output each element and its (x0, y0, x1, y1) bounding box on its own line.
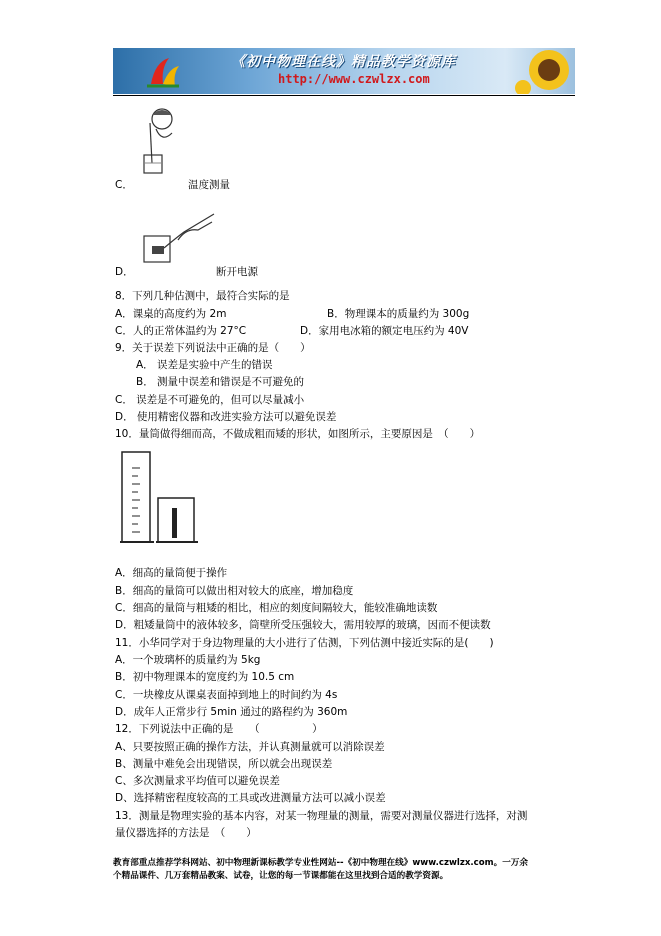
option-c-label: C． (115, 179, 133, 191)
question-11-option-a: A．一个玻璃杯的质量约为 5kg (115, 654, 261, 666)
question-8: 8．下列几种估测中，最符合实际的是 (115, 290, 290, 302)
question-11: 11．小华同学对于身边物理量的大小进行了估测，下列估测中接近实际的是( ) (115, 637, 494, 649)
question-10: 10．量筒做得细而高，不做成粗而矮的形状，如图所示，主要原因是 （ ） (115, 428, 481, 440)
question-9-option-b: B． 测量中误差和错误是不可避免的 (136, 376, 305, 388)
question-8-option-b: B．物理课本的质量约为 300g (327, 308, 470, 320)
question-12-option-c: C、多次测量求平均值可以避免误差 (115, 775, 280, 787)
disconnect-power-figure (142, 210, 218, 266)
question-10-option-b: B．细高的量筒可以做出相对较大的底座，增加稳度 (115, 585, 354, 597)
question-11-option-c: C．一块橡皮从课桌表面掉到地上的时间约为 4s (115, 689, 338, 701)
question-13-line-1: 13．测量是物理实验的基本内容，对某一物理量的测量，需要对测量仪器进行选择，对测 (115, 810, 528, 822)
question-8-option-a: A．课桌的高度约为 2m (115, 308, 227, 320)
question-12-option-a: A、只要按照正确的操作方法，并认真测量就可以消除误差 (115, 741, 385, 753)
footer-line-1: 教育部重点推荐学科网站、初中物理新课标教学专业性网站--《初中物理在线》www.czwlzx.com。一万余 (113, 858, 528, 868)
option-d-label: D． (115, 266, 134, 278)
question-10-option-d: D．粗矮量筒中的液体较多，筒壁所受压强较大，需用较厚的玻璃，因而不便读数 (115, 619, 491, 631)
question-9-option-c: C． 误差是不可避免的，但可以尽量减小 (115, 394, 305, 406)
question-9: 9．关于误差下列说法中正确的是（ ） (115, 342, 311, 354)
header-rule (113, 95, 575, 96)
question-11-option-d: D．成年人正常步行 5min 通过的路程约为 360m (115, 706, 348, 718)
footer (113, 857, 575, 883)
option-d-text: 断开电源 (216, 266, 258, 278)
question-9-option-d: D． 使用精密仪器和改进实验方法可以避免误差 (115, 411, 337, 423)
question-8-option-d: D．家用电冰箱的额定电压约为 40V (300, 325, 469, 337)
question-13-line-2: 量仪器选择的方法是 （ ） (115, 827, 257, 839)
sunflower-icon (515, 48, 575, 94)
question-10-option-a: A．细高的量筒便于操作 (115, 567, 228, 579)
footer-line-2: 个精品课件、几万套精品教案、试卷，让您的每一节课都能在这里找到合适的教学资源。 (113, 871, 449, 881)
question-10-option-c: C．细高的量筒与粗矮的相比，相应的刻度间隔较大，能较准确地读数 (115, 602, 438, 614)
question-8-option-c: C．人的正常体温约为 27°C (115, 325, 247, 337)
question-12-option-b: B、测量中难免会出现错误，所以就会出现误差 (115, 758, 333, 770)
question-12-option-d: D、选择精密程度较高的工具或改进测量方法可以减小误差 (115, 792, 386, 804)
question-12: 12．下列说法中正确的是 （ ） (115, 723, 323, 735)
temperature-measure-figure (130, 103, 186, 175)
question-9-option-a: A． 误差是实验中产生的错误 (136, 359, 273, 371)
measuring-cylinder-figure (118, 450, 200, 546)
question-11-option-b: B．初中物理课本的宽度约为 10.5 cm (115, 671, 295, 683)
option-c-text: 温度测量 (188, 179, 230, 191)
header-title: 《初中物理在线》精品教学资源库 (231, 54, 456, 70)
site-logo-icon (143, 54, 183, 90)
header-banner (113, 48, 575, 94)
header-url[interactable]: http://www.czwlzx.com (278, 72, 430, 86)
